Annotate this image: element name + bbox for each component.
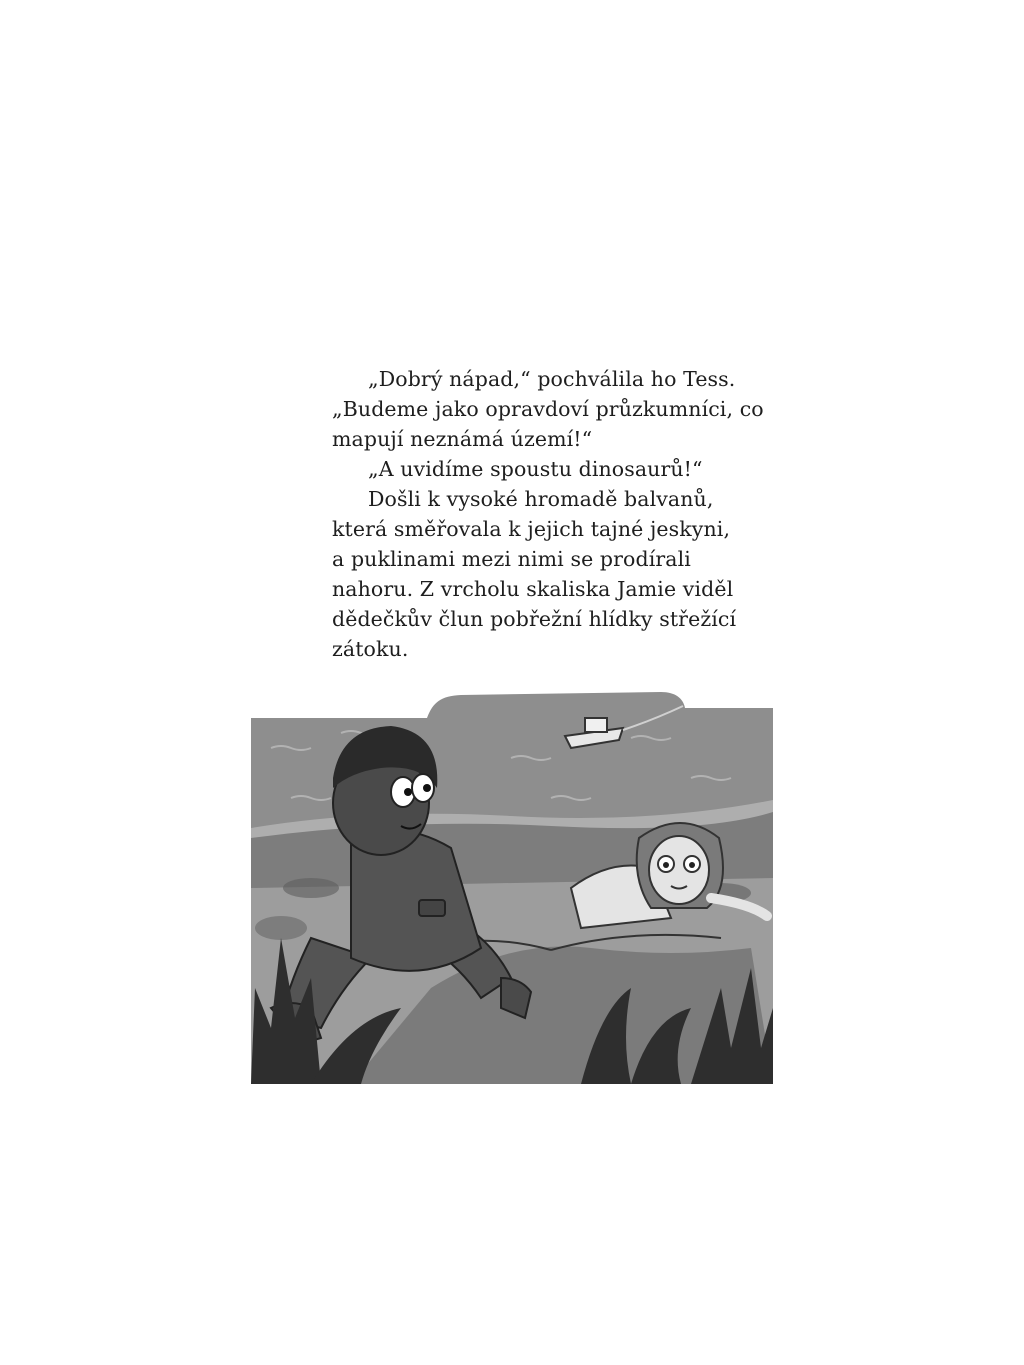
illustration-children-on-rocks [251,688,773,1084]
text-line: „Dobrý nápad,“ pochválila ho Tess. [368,367,736,391]
text-line: „A uvidíme spoustu dinosaurů!“ [368,457,703,481]
text-line: a puklinami mezi nimi se prodírali [332,547,691,571]
text-line: Došli k vysoké hromadě balvanů, [368,487,714,511]
text-line: která směřovala k jejich tajné jeskyni, [332,517,731,541]
story-text [332,364,764,664]
text-line: dědečkův člun pobřežní hlídky střežící [332,607,737,631]
text-line: nahoru. Z vrcholu skaliska Jamie viděl [332,577,734,601]
text-line: mapují neznámá území!“ [332,427,593,451]
text-line: zátoku. [332,637,409,661]
text-line: „Budeme jako opravdoví průzkumníci, co [332,397,764,421]
